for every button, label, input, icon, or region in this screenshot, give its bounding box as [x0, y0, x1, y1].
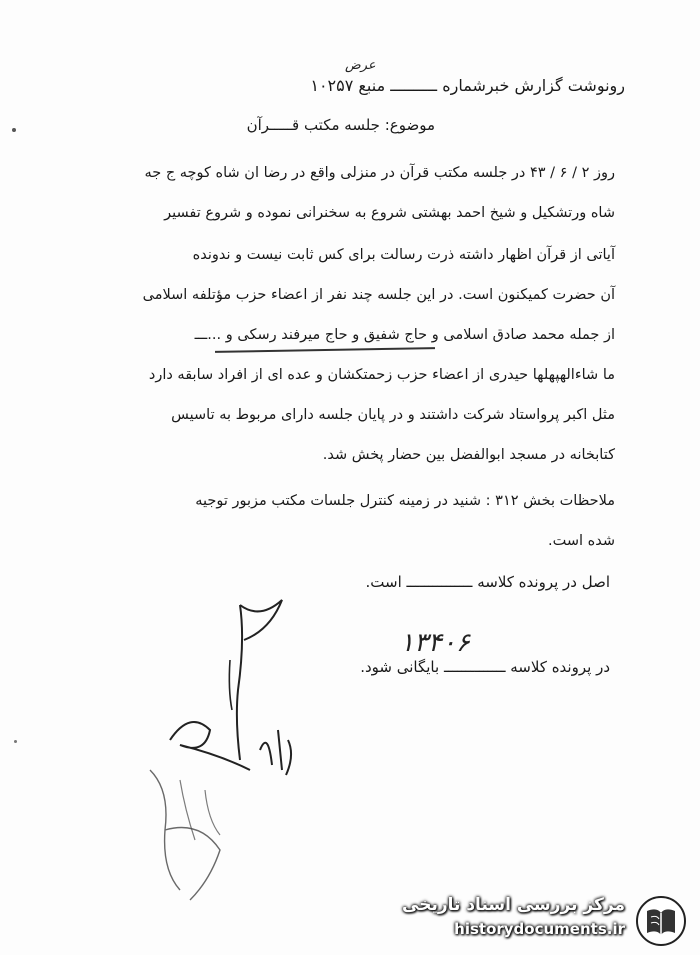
original-file-note: اصل در پرونده کلاسه ـــــــــــــــ است. — [365, 573, 610, 591]
body-line: شاه ورتشکیل و شیخ احمد بهشتی شروع به سخنرانی نموده و شروع تفسیر — [164, 205, 615, 221]
body-line: آن حضرت کمیکنون است. در این جلسه چند نفر از اعضاء حزب مؤتلفه اسلامی — [142, 287, 615, 303]
body-line: آیاتی از قرآن اظهار داشته ذرت رسالت برای کس ثابت نیست و ندونده — [192, 247, 615, 263]
report-subject: موضوع: جلسه مکتب قـــــرآن — [246, 116, 435, 134]
archive-number: ۱۳۴۰۶ — [400, 628, 470, 658]
body-line: روز ۲ / ۶ / ۴۳ در جلسه مکتب قرآن در منزلی واقع در رضا ان شاه کوچه ج جه — [144, 165, 615, 181]
body-line: از جمله محمد صادق اسلامی و حاج شفیق و حاج میرفند رسکی و ...ـــ — [194, 327, 615, 343]
body-line: مثل اکبر پرواستاد شرکت داشتند و در پایان جلسه دارای مربوط به تاسیس — [171, 407, 615, 423]
remarks-line: ملاحظات بخش ۳۱۲ : شنید در زمینه کنترل جلسات مکتب مزبور توجیه — [195, 493, 615, 509]
remarks-line: شده است. — [548, 533, 615, 549]
archive-watermark — [402, 893, 695, 949]
handwritten-underline — [215, 347, 435, 353]
scan-speck — [14, 740, 17, 743]
archive-file-note: در پرونده کلاسه ــــــــــــــ بایگانی شود. — [360, 658, 610, 676]
watermark-url: historydocuments.ir — [454, 920, 625, 938]
book-logo-icon — [635, 895, 687, 947]
handwritten-margin-note: عرض — [345, 58, 376, 73]
body-line: ما شاءالهپهلها حیدری از اعضاء حزب زحمتکشان و عده ای از افراد سابقه دارد — [148, 367, 615, 383]
handwritten-signature — [110, 580, 370, 920]
body-line: کتابخانه در مسجد ابوالفضل بین حضار پخش شد. — [322, 447, 615, 463]
watermark-name: مرکز بررسی اسناد تاریخی — [402, 895, 625, 915]
report-header: رونوشت گزارش خبرشماره ــــــــــ منبع ۱۰۲۵۷ — [310, 76, 625, 95]
scan-speck — [12, 128, 16, 132]
